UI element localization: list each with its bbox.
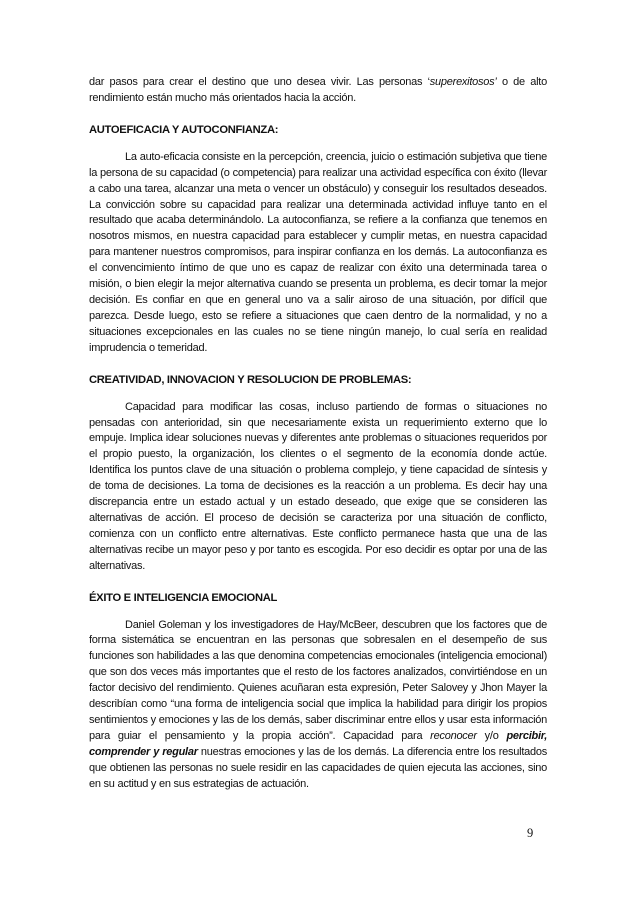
intro-text-after: o de alto rendimiento están mucho más orientados hacia la acción. [89, 76, 547, 104]
heading-inteligencia-emocional: ÉXITO E INTELIGENCIA EMOCIONAL [89, 591, 278, 604]
paragraph-inteligencia-emocional [89, 618, 547, 793]
emocional-text-end: nuestras emociones y las de los demás. La diferencia entre los resultados que obtienen las personas no suele residir en las capacidades de quien ejecuta las acciones, sino en su actitud y en sus estrategias de actuación. [89, 745, 547, 790]
emocional-text-start: Daniel Goleman y los investigadores de Hay/McBeer, descubren que los factores que de forma sistemática se encuentran en las personas que sobresalen en el desempeño de sus funciones son habilidades a las que denomina competencias emocionales (inteligencia emocional) que son dos veces más importantes que el resto de los factores analizados, convirtiéndose en un factor decisivo del rendimiento. Quienes acuñaran esta expresión, Peter Salovey y Jhon Mayer la describían como “una forma de inteligencia social que implica la habilidad para dirigir los propios sentimientos y emociones y las de los demás, saber discriminar entre ellos y usar esta información para guiar el pensamiento y la propia acción”. Capacidad para [89, 618, 547, 742]
intro-text-before: dar pasos para crear el destino que uno desea vivir. Las personas ‘ [89, 76, 430, 88]
paragraph-creatividad: Capacidad para modificar las cosas, incluso partiendo de formas o situaciones no pensadas con anterioridad, sin que necesariamente exista un requerimiento externo que lo empuje. Implica idear soluciones nuevas y diferentes ante problemas o situaciones requeridos por el propio puesto, la organización, los clientes o el segmento de la economía donde actúe. Identifica los puntos clave de una situación o problema complejo, y tiene capacidad de síntesis y de toma de decisiones. La toma de decisiones es la reacción a un problema. Es decir hay una discrepancia entre un estado actual y un estado deseado, que exige que se consideren las alternativas de acción. El proceso de decisión se caracteriza por una situación de conflicto, comienza con un conflicto entre alternativas. Este conflicto permanece hasta que una de las alternativas recibe un mayor peso y por tanto es escogida. Por eso decidir es optar por una de las alternativas. [89, 400, 547, 572]
emocional-italic-reconocer: reconocer [430, 729, 477, 742]
heading-creatividad: CREATIVIDAD, INNOVACION Y RESOLUCION DE PROBLEMAS: [89, 373, 412, 386]
heading-autoeficacia: AUTOEFICACIA Y AUTOCONFIANZA: [89, 123, 279, 136]
emocional-bold-italic-terms: percibir, comprender y regular [89, 729, 547, 758]
page-content [89, 75, 547, 793]
paragraph-autoeficacia: La auto-eficacia consiste en la percepción, creencia, juicio o estimación subjetiva que tiene la persona de su capacidad (o competencia) para realizar una actividad específica con éxito (llevar a cabo una tarea, alcanzar una meta o vencer un obstáculo) y conseguir los resultados deseados. La convicción sobre su capacidad para realizar una determinada actividad influye tanto en el resultado que acaba determinándolo. La autoconfianza, se refiere a la confianza que tenemos en nosotros mismos, en nuestra capacidad para establecer y cumplir metas, en nuestra capacidad para mantener nuestros compromisos, para inspirar confianza en los demás. La autoconfianza es el convencimiento íntimo de que uno es capaz de realizar con éxito una determinada tarea o misión, o bien elegir la mejor alternativa cuando se presenta un problema, es decir tomar la mejor decisión. Es confiar en que en general uno va a salir airoso de una situación, por difícil que parezca. Desde luego, esto se refiere a situaciones que caen dentro de la normalidad, y no a situaciones excepcionales en las cuales no se tiene ningún manejo, lo cual sería en realidad imprudencia o temeridad. [89, 150, 547, 354]
emocional-connector: y/o [476, 729, 507, 742]
page-number: 9 [527, 826, 534, 840]
intro-italic-term: superexitosos’ [429, 76, 497, 88]
intro-paragraph [89, 75, 547, 107]
